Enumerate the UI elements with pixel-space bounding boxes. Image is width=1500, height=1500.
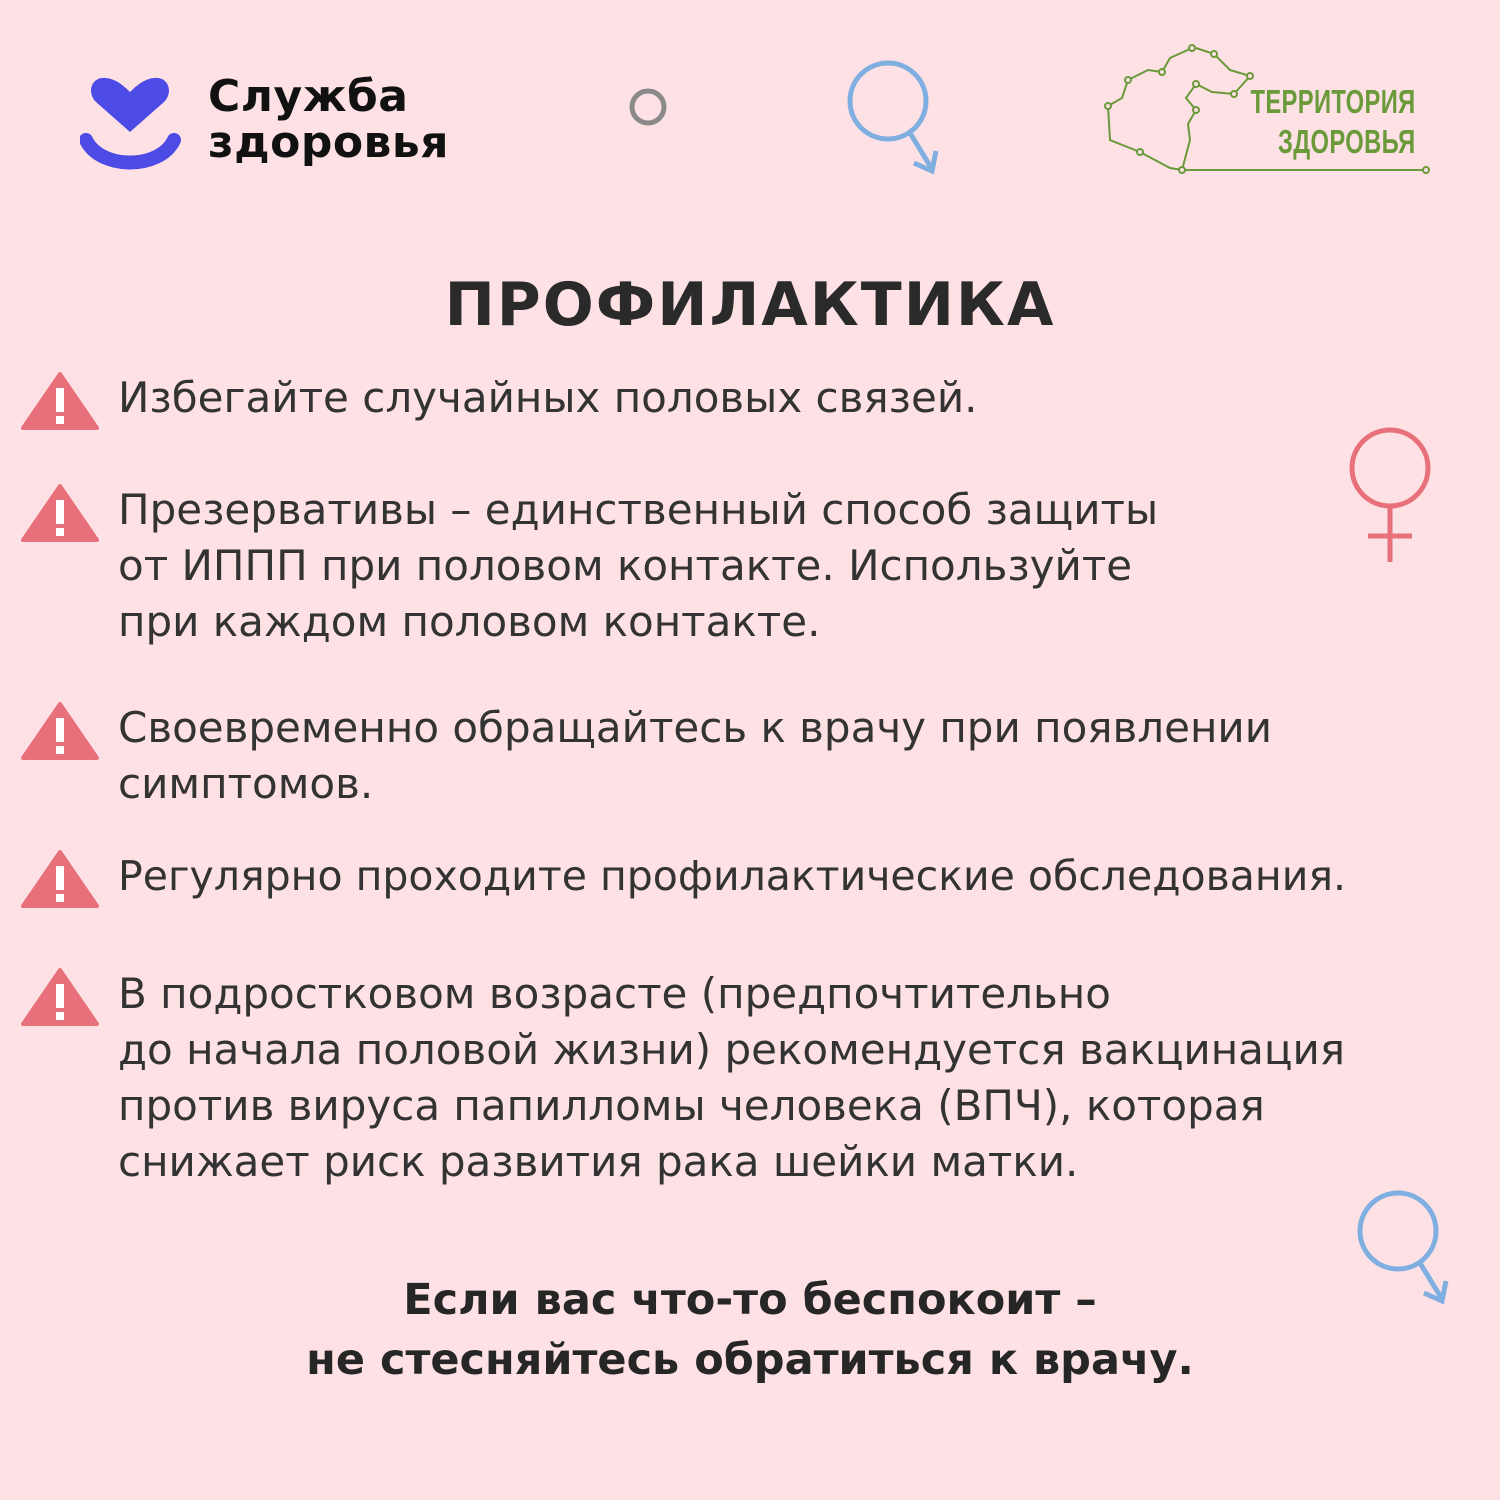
warning-icon xyxy=(20,966,100,1028)
item-text: Презервативы – единственный способ защиты от ИППП при половом контакте. Используйте при каждом половом контакте. xyxy=(118,485,1159,646)
warning-icon xyxy=(20,848,100,910)
left-logo-text: Служба здоровья xyxy=(208,71,449,168)
page-title: ПРОФИЛАКТИКА xyxy=(444,270,1056,340)
sluzhba-zdorovya-logo xyxy=(80,70,500,180)
small-circle-icon xyxy=(627,86,669,128)
heart-smile-icon xyxy=(80,70,190,180)
right-logo-text: ТЕРРИТОРИЯ ЗДОРОВЬЯ xyxy=(1250,83,1416,160)
female-symbol-icon xyxy=(1340,420,1440,570)
warning-icon xyxy=(20,370,100,432)
item-text: В подростковом возрасте (предпочтительно до начала половой жизни) рекомендуется вакцинация против вируса папилломы человека (ВПЧ), которая снижает риск развития рака шейки матки. xyxy=(118,969,1346,1186)
item-text: Избегайте случайных половых связей. xyxy=(118,373,978,422)
warning-icon xyxy=(20,700,100,762)
item-text: Регулярно проходите профилактические обследования. xyxy=(118,852,1347,900)
male-symbol-icon xyxy=(840,55,950,180)
footer-message: Если вас что-то беспокоит – не стесняйтесь обратиться к врачу. xyxy=(306,1275,1194,1385)
warning-icon xyxy=(20,482,100,544)
item-text: Своевременно обращайтесь к врачу при появлении симптомов. xyxy=(118,703,1273,808)
territoriya-zdorovya-logo xyxy=(1100,40,1440,180)
